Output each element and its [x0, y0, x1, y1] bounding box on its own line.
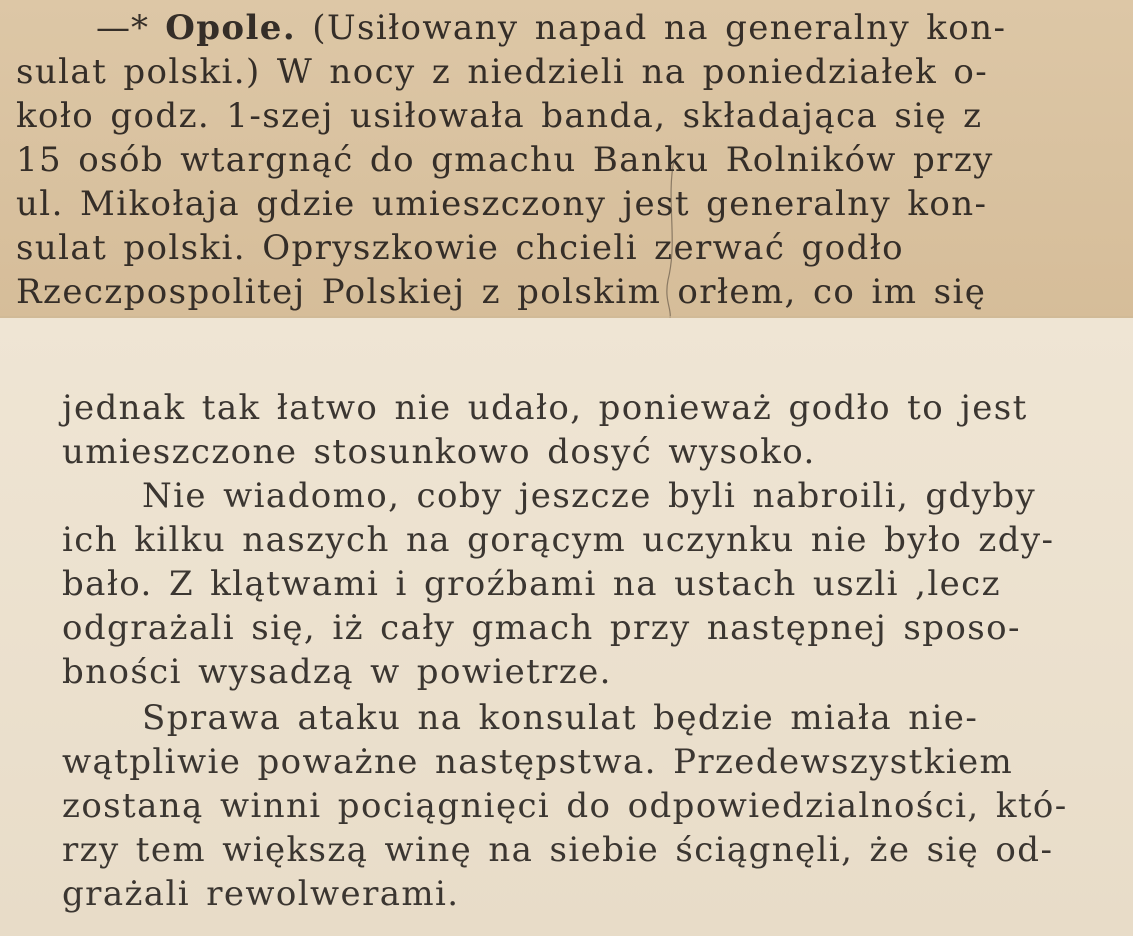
- text-line: bało. Z klątwami i groźbami na ustach uszli ,lecz: [62, 564, 1001, 604]
- article-heading-line: [16, 8, 1006, 48]
- text-line: odgrażali się, iż cały gmach przy następnej sposo-: [62, 608, 1021, 648]
- text-line: sulat polski. Opryszkowie chcieli zerwać godło: [16, 228, 904, 268]
- text-line: koło godz. 1-szej usiłowała banda, składająca się z: [16, 96, 983, 136]
- text-line: wątpliwie poważne następstwa. Przedewszystkiem: [62, 742, 1014, 782]
- text-line: jednak tak łatwo nie udało, ponieważ godło to jest: [62, 388, 1028, 428]
- text-line: umieszczone stosunkowo dosyć wysoko.: [62, 432, 816, 472]
- text-line: 15 osób wtargnąć do gmachu Banku Rolników przy: [16, 140, 994, 180]
- clipping-bottom-section: [0, 318, 1133, 936]
- text-line: ich kilku naszych na gorącym uczynku nie było zdy-: [62, 520, 1055, 560]
- clipping-top-section: [0, 0, 1133, 318]
- heading-subtitle: (Usiłowany napad na generalny kon-: [312, 8, 1007, 48]
- heading-dash: —*: [96, 8, 149, 48]
- heading-place: Opole.: [165, 8, 297, 48]
- text-line: ul. Mikołaja gdzie umieszczony jest generalny kon-: [16, 184, 988, 224]
- paragraph-start-line: Sprawa ataku na konsulat będzie miała nie-: [142, 698, 979, 738]
- text-line: bności wysadzą w powietrze.: [62, 652, 612, 692]
- text-line: sulat polski.) W nocy z niedzieli na poniedziałek o-: [16, 52, 989, 92]
- paper-fold-crease: [660, 160, 682, 318]
- text-line: grażali rewolwerami.: [62, 874, 460, 914]
- paragraph-start-line: Nie wiadomo, coby jeszcze byli nabroili, gdyby: [142, 476, 1037, 516]
- text-line: Rzeczpospolitej Polskiej z polskim orłem, co im się: [16, 272, 987, 312]
- text-line: zostaną winni pociągnięci do odpowiedzialności, któ-: [62, 786, 1068, 826]
- text-line: rzy tem większą winę na siebie ściągnęli, że się od-: [62, 830, 1054, 870]
